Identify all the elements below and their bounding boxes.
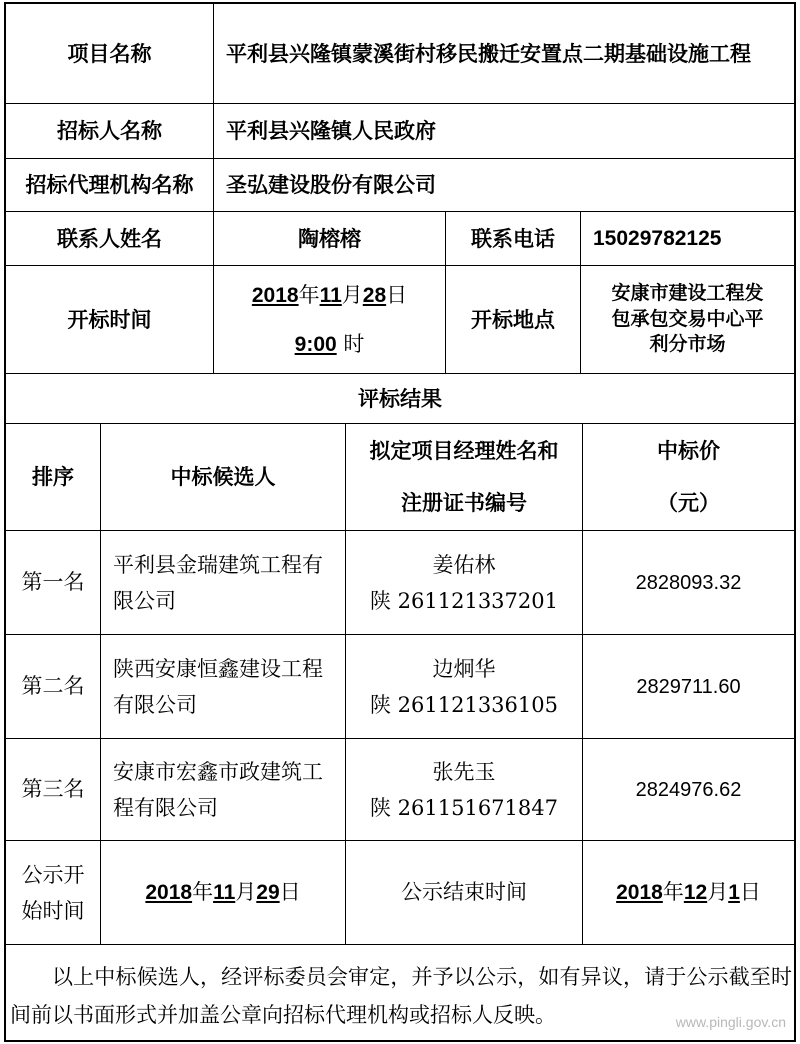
project-name-label: 项目名称 [67,40,152,66]
table-border-bottom [4,1040,796,1042]
contact-phone-value: 15029782125 [593,226,722,250]
result-title: 评标结果 [358,385,442,411]
contact-name-label: 联系人姓名 [57,225,162,251]
watermark: www.pingli.gov.cn [675,1014,786,1030]
header-manager: 拟定项目经理姓名和 注册证书编号 [369,438,559,515]
publicity-end-label: 公示结束时间 [401,879,527,904]
notice-text: 以上中标候选人，经评标委员会审定，并予以公示，如有异议，请于公示截至时间前以书面形式并加盖公章向招标代理机构或招标人反映。 [10,965,792,1027]
candidate-price-3: 2824976.62 [635,778,742,801]
agency-value: 圣弘建设股份有限公司 [226,172,436,198]
candidate-rank-3: 第三名 [21,776,85,801]
candidate-company-3: 安康市宏鑫市政建筑工程有限公司 [113,759,323,820]
candidate-company-2: 陕西安康恒鑫建设工程有限公司 [113,656,323,717]
candidate-rank-1: 第一名 [21,569,85,594]
tenderer-label: 招标人名称 [57,118,162,144]
candidate-price-1: 2828093.32 [635,571,742,594]
publicity-end-value: 2018 年 12 月 1 日 [616,879,761,904]
candidate-manager-1: 姜佑林 陕 261121337201 [369,552,558,613]
opening-hour: 9:00 时 [294,331,365,356]
opening-time-label: 开标时间 [67,306,152,332]
publicity-start-label: 公示开始时间 [21,862,85,923]
candidate-price-2: 2829711.60 [636,675,741,698]
project-name-value: 平利县兴隆镇蒙溪街村移民搬迁安置点二期基础设施工程 [226,40,751,66]
candidate-company-1: 平利县金瑞建筑工程有限公司 [113,552,323,613]
opening-date: 2018年11月28日 [251,282,408,307]
header-rank: 排序 [32,464,74,490]
contact-name-value: 陶榕榕 [298,225,361,251]
tenderer-value: 平利县兴隆镇人民政府 [226,118,436,144]
opening-place-label: 开标地点 [471,306,555,332]
contact-phone-label: 联系电话 [471,225,555,251]
candidate-manager-3: 张先玉 陕 261151671847 [369,759,558,820]
candidate-rank-2: 第二名 [21,673,85,698]
header-price: 中标价 （元） [657,438,720,515]
publicity-start-value: 2018 年 11 月 29 日 [145,879,301,904]
header-candidate: 中标候选人 [170,464,276,490]
row-line [4,944,796,945]
opening-place-value: 安康市建设工程发包承包交易中心平利分市场 [611,282,764,356]
agency-label: 招标代理机构名称 [25,172,194,198]
opening-time-value [214,266,445,373]
candidate-manager-2: 边炯华 陕 261121336105 [369,656,558,717]
